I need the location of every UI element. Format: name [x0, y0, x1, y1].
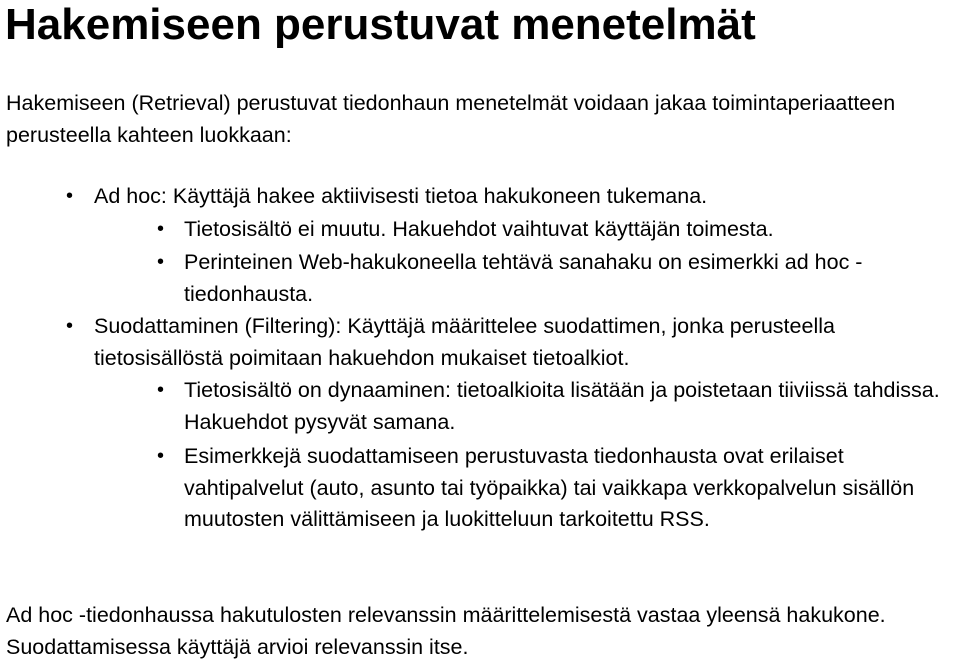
- bullet-icon: •: [66, 315, 74, 337]
- bullet-icon: •: [66, 185, 74, 207]
- bullet-icon: •: [157, 218, 165, 240]
- bullet-text: Ad hoc: Käyttäjä hakee aktiivisesti tietoa hakukoneen tukemana.: [94, 184, 708, 208]
- slide-title: Hakemiseen perustuvat menetelmät: [5, 0, 756, 49]
- bullet-text: Esimerkkejä suodattamiseen perustuvasta tiedonhausta ovat erilaiset vahtipalvelut (auto, asunto tai työpaikka) tai vaikkapa verkkopalvelun sisällön muutosten välittämiseen ja luokitteluun tarkoitettu RSS.: [184, 444, 915, 531]
- sub-bullet-item: [157, 214, 954, 246]
- bullet-text: Suodattaminen (Filtering): Käyttäjä määrittelee suodattimen, jonka perusteella tietosisällöstä poimitaan hakuehdon mukaiset tietoalkiot.: [94, 314, 835, 370]
- sub-bullet-item: [157, 247, 954, 310]
- outro-paragraph: Ad hoc -tiedonhaussa hakutulosten relevanssin määrittelemisestä vastaa yleensä hakukone. Suodattamisessa käyttäjä arvioi relevanssin itse.: [6, 603, 886, 659]
- intro-paragraph: Hakemiseen (Retrieval) perustuvat tiedonhaun menetelmät voidaan jakaa toimintaperiaatteen perusteella kahteen luokkaan:: [6, 91, 896, 147]
- sub-bullet-item: [157, 441, 954, 536]
- bullet-icon: •: [157, 251, 165, 273]
- bullet-item-ad-hoc: [66, 181, 944, 213]
- bullet-icon: •: [157, 379, 165, 401]
- bullet-item-filtering: [66, 311, 944, 374]
- bullet-text: Tietosisältö on dynaaminen: tietoalkioita lisätään ja poistetaan tiiviissä tahdissa. Hakuehdot pysyvät samana.: [184, 378, 940, 434]
- sub-bullet-item: [157, 375, 954, 438]
- bullet-icon: •: [157, 445, 165, 467]
- bullet-text: Perinteinen Web-hakukoneella tehtävä sanahaku on esimerkki ad hoc -tiedonhausta.: [184, 250, 863, 306]
- bullet-text: Tietosisältö ei muutu. Hakuehdot vaihtuvat käyttäjän toimesta.: [184, 217, 774, 241]
